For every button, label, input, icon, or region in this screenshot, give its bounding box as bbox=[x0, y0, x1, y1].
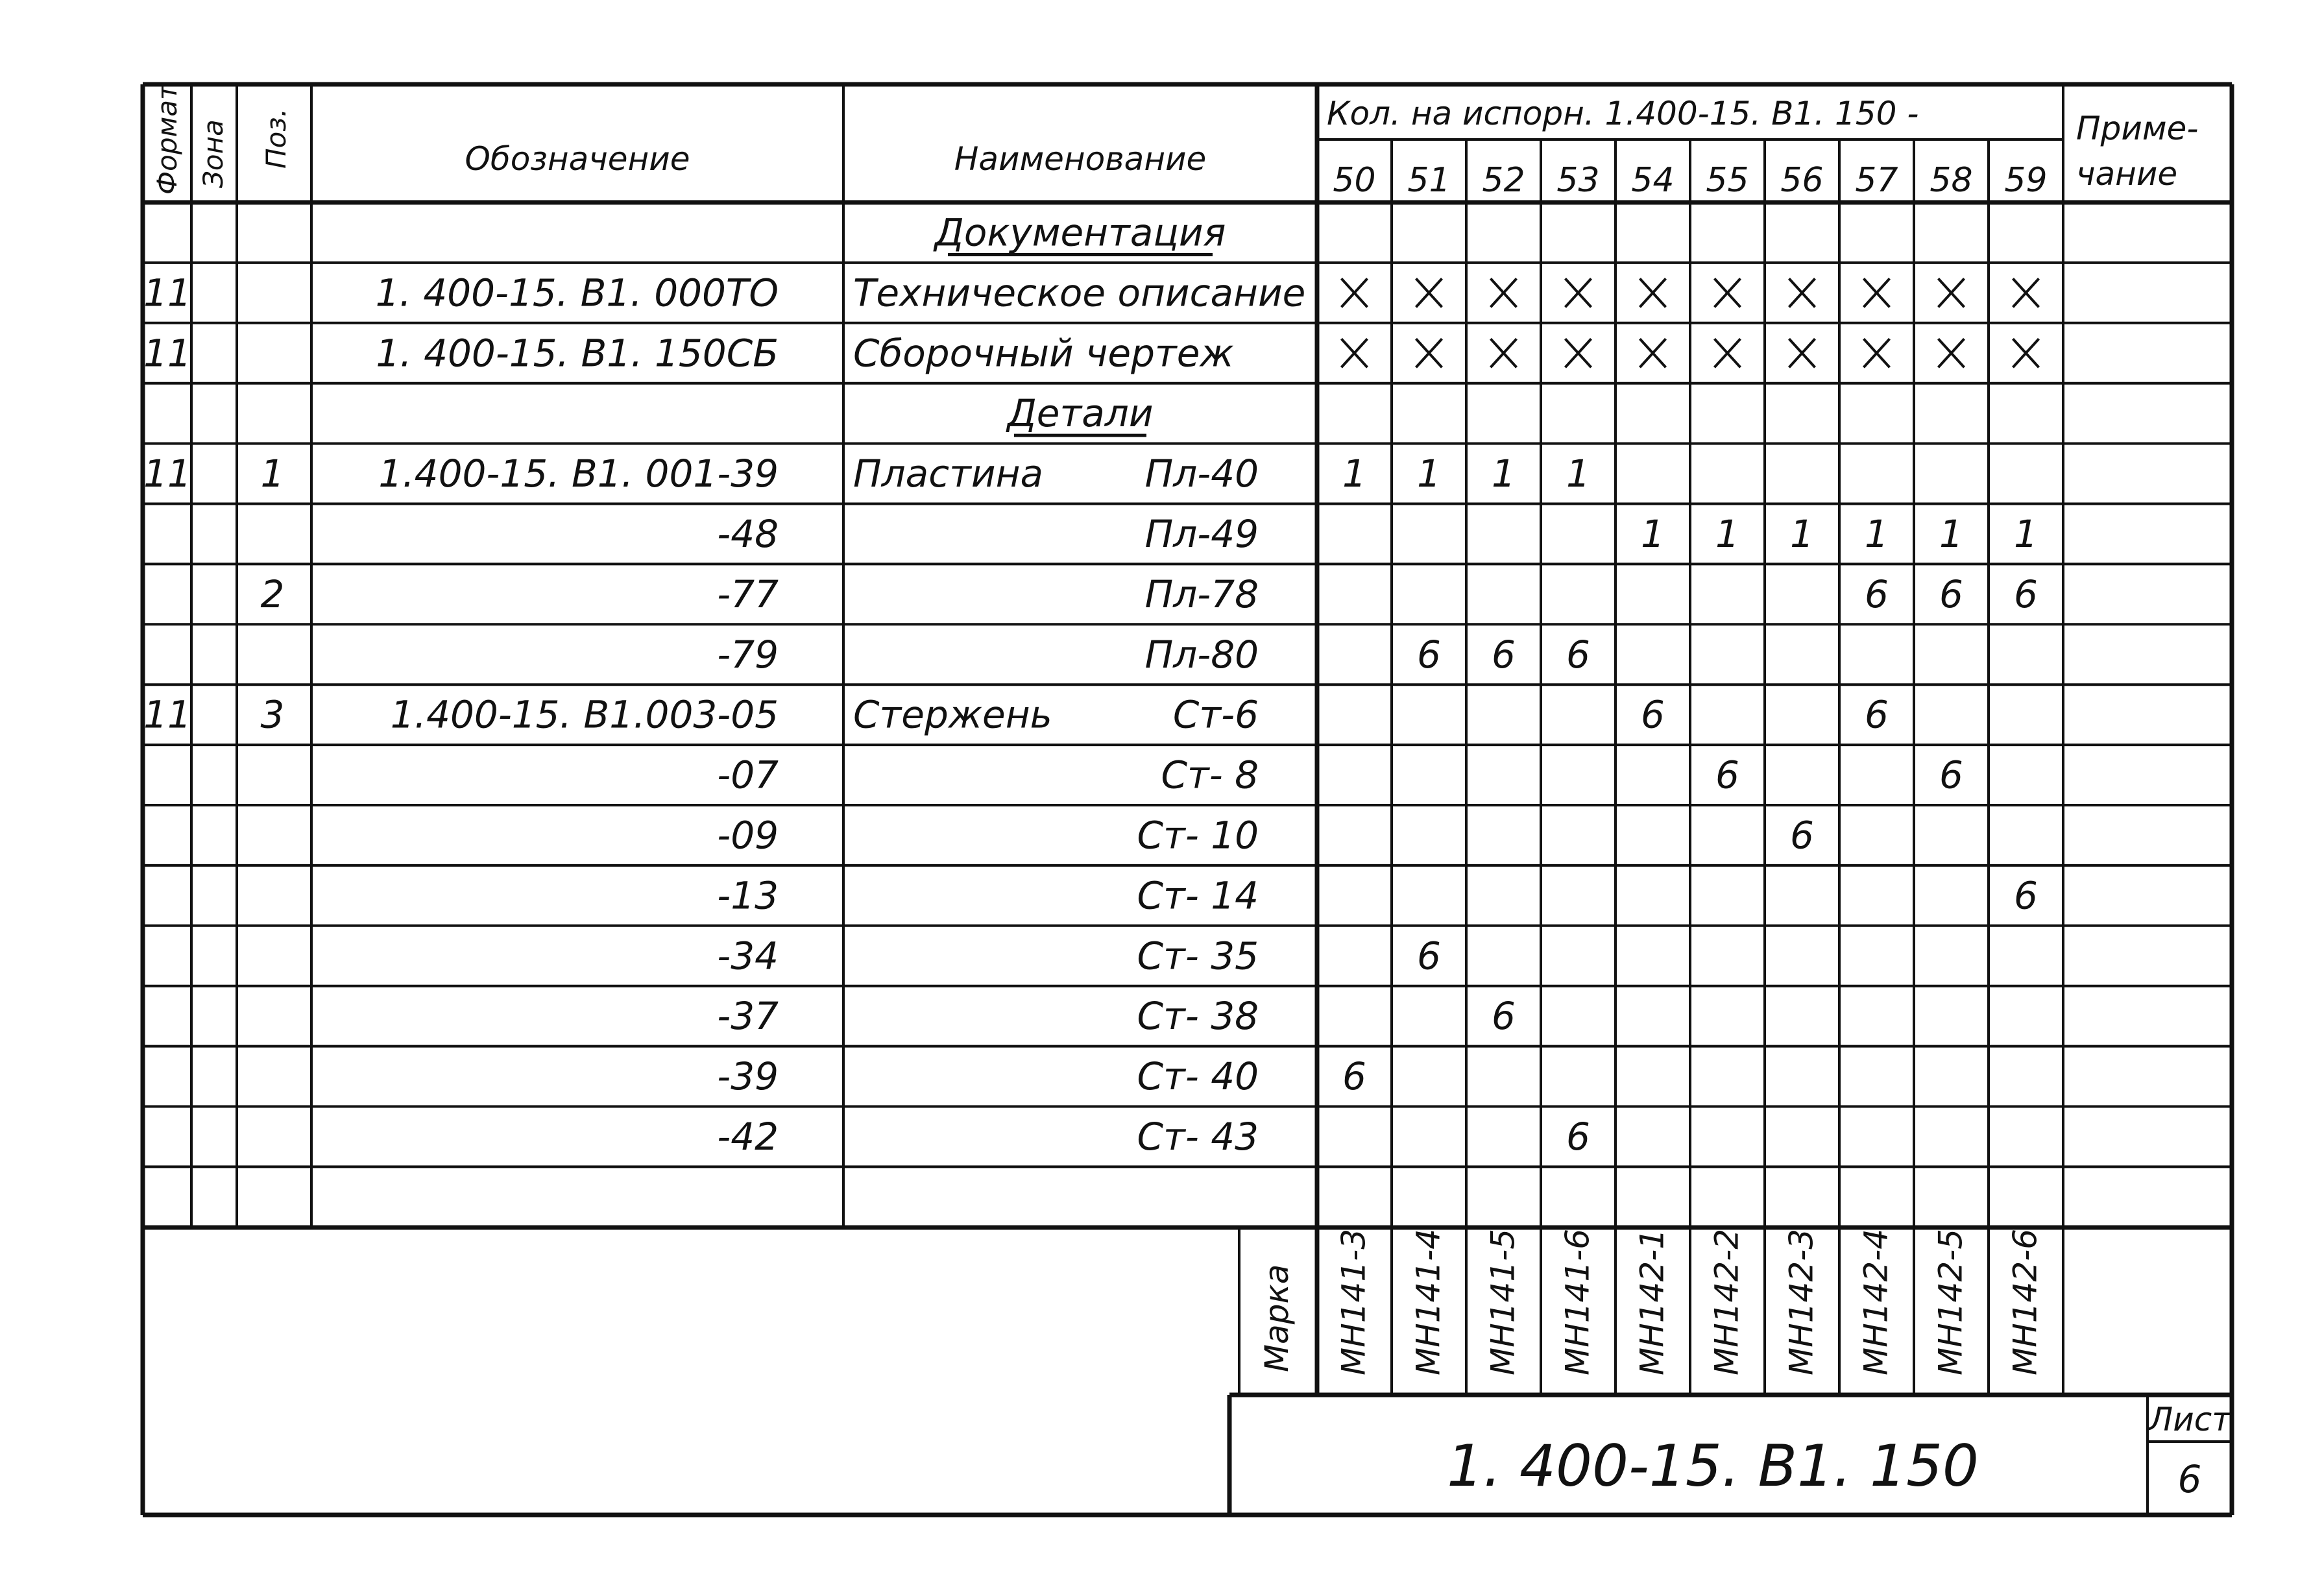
cell-quantity: 6 bbox=[1492, 632, 1516, 677]
cell-designation: 1. 400-15. В1. 000ТО bbox=[375, 271, 779, 315]
section-heading: Документация bbox=[934, 210, 1226, 255]
cell-name: Техническое описание bbox=[853, 271, 1306, 315]
header-note-line1: Приме- bbox=[2076, 110, 2199, 147]
applicable-cross-mark bbox=[1566, 339, 1591, 367]
cell-name: Пластина bbox=[853, 452, 1044, 496]
variant-number: 53 bbox=[1556, 161, 1600, 200]
cell-quantity: 6 bbox=[1790, 813, 1814, 858]
mark-value: МН141-5 bbox=[1484, 1228, 1522, 1375]
table-row bbox=[933, 210, 1226, 254]
section-heading: Детали bbox=[1007, 391, 1154, 436]
cell-name: Стержень bbox=[853, 692, 1052, 737]
marks-label: Марка bbox=[1258, 1264, 1296, 1372]
cell-name-code: Пл-80 bbox=[1144, 632, 1259, 677]
table-row bbox=[717, 994, 1516, 1038]
cell-quantity: 6 bbox=[1939, 572, 1963, 616]
mark-value: МН141-4 bbox=[1409, 1228, 1447, 1375]
header-name: Наименование bbox=[954, 140, 1207, 178]
cell-name-code: Ст- 40 bbox=[1137, 1054, 1259, 1099]
applicable-cross-mark bbox=[1939, 339, 1965, 367]
table-row bbox=[143, 693, 1889, 737]
header-note-line2: чание bbox=[2076, 155, 2178, 193]
cell-quantity: 6 bbox=[1566, 1114, 1590, 1159]
applicable-cross-mark bbox=[2013, 278, 2039, 307]
cell-name-code: Пл-78 bbox=[1144, 572, 1259, 616]
variant-number: 55 bbox=[1706, 161, 1749, 200]
cell-name-code: Ст- 38 bbox=[1137, 994, 1259, 1039]
applicable-cross-mark bbox=[1789, 339, 1815, 367]
table-row bbox=[143, 271, 2039, 315]
variant-column-lines bbox=[1392, 139, 1989, 1395]
mark-value: МН142-6 bbox=[2006, 1228, 2044, 1375]
cell-position: 3 bbox=[260, 692, 285, 737]
table-row bbox=[717, 813, 1814, 857]
cell-quantity: 1 bbox=[1342, 452, 1366, 496]
variant-number: 51 bbox=[1407, 161, 1451, 200]
cell-designation: -77 bbox=[717, 572, 779, 616]
applicable-cross-mark bbox=[1491, 278, 1517, 307]
applicable-cross-mark bbox=[1640, 339, 1666, 367]
cell-designation: -42 bbox=[717, 1114, 779, 1159]
mark-value: МН142-4 bbox=[1857, 1228, 1895, 1375]
table-row bbox=[717, 1054, 1366, 1098]
cell-designation: 1. 400-15. В1. 150СБ bbox=[376, 331, 779, 376]
cell-quantity: 1 bbox=[1417, 452, 1441, 496]
table-row bbox=[717, 633, 1590, 677]
table-row bbox=[1005, 391, 1153, 435]
cell-name-code: Ст- 10 bbox=[1137, 813, 1259, 858]
cell-quantity: 1 bbox=[1715, 511, 1739, 556]
cell-name-code: Ст- 35 bbox=[1137, 934, 1259, 978]
cell-quantity: 6 bbox=[1865, 692, 1889, 737]
cell-name-code: Ст- 43 bbox=[1137, 1114, 1259, 1159]
header-designation: Обозначение bbox=[465, 140, 690, 178]
cell-quantity: 1 bbox=[1865, 511, 1889, 556]
header-zone: Зона bbox=[197, 119, 229, 188]
cell-position: 2 bbox=[260, 572, 285, 616]
header-note bbox=[2076, 110, 2198, 193]
applicable-cross-mark bbox=[1640, 278, 1666, 307]
variant-number: 52 bbox=[1482, 161, 1525, 200]
cell-quantity: 1 bbox=[1641, 511, 1665, 556]
cell-format: 11 bbox=[143, 692, 191, 737]
applicable-cross-mark bbox=[1566, 278, 1591, 307]
applicable-cross-mark bbox=[2013, 339, 2039, 367]
cell-designation: -37 bbox=[717, 994, 779, 1039]
cell-name-code: Ст-6 bbox=[1172, 692, 1259, 737]
table-row bbox=[717, 934, 1441, 978]
cell-name-code: Ст- 8 bbox=[1161, 753, 1259, 797]
cell-name-code: Ст- 14 bbox=[1137, 873, 1259, 918]
cell-format: 11 bbox=[143, 331, 191, 376]
mark-value: МН142-2 bbox=[1708, 1228, 1746, 1375]
applicable-cross-mark bbox=[1342, 339, 1368, 367]
applicable-cross-mark bbox=[1715, 339, 1741, 367]
cell-designation: -09 bbox=[717, 813, 779, 858]
applicable-cross-mark bbox=[1416, 278, 1442, 307]
cell-quantity: 6 bbox=[1492, 994, 1516, 1039]
cell-quantity: 6 bbox=[1342, 1054, 1366, 1099]
cell-designation: -79 bbox=[717, 632, 779, 677]
cell-quantity: 6 bbox=[2014, 572, 2038, 616]
applicable-cross-mark bbox=[1789, 278, 1815, 307]
cell-designation: -48 bbox=[717, 511, 779, 556]
mark-value: МН141-6 bbox=[1558, 1228, 1597, 1375]
applicable-cross-mark bbox=[1715, 278, 1741, 307]
cell-name-code: Пл-49 bbox=[1144, 511, 1259, 556]
title-block bbox=[1447, 1401, 2232, 1501]
cell-quantity: 1 bbox=[1790, 511, 1814, 556]
cell-designation: 1.400-15. В1. 001-39 bbox=[378, 452, 779, 496]
cell-designation: -39 bbox=[717, 1054, 779, 1099]
cell-designation: -34 bbox=[717, 934, 779, 978]
cell-designation: -07 bbox=[717, 753, 779, 797]
applicable-cross-mark bbox=[1864, 278, 1890, 307]
variant-number: 50 bbox=[1333, 161, 1376, 200]
table-row bbox=[717, 1115, 1590, 1159]
applicable-cross-mark bbox=[1491, 339, 1517, 367]
document-code: 1. 400-15. В1. 150 bbox=[1447, 1433, 1979, 1499]
cell-quantity: 6 bbox=[1417, 632, 1441, 677]
variant-number: 58 bbox=[1930, 161, 1973, 200]
cell-name-code: Пл-40 bbox=[1144, 452, 1259, 496]
cell-designation: 1.400-15. В1.003-05 bbox=[390, 692, 779, 737]
cell-quantity: 1 bbox=[1492, 452, 1516, 496]
applicable-cross-mark bbox=[1939, 278, 1965, 307]
cell-quantity: 1 bbox=[1566, 452, 1590, 496]
sheet-label: Лист bbox=[2148, 1401, 2231, 1438]
cell-quantity: 1 bbox=[2014, 511, 2038, 556]
cell-position: 1 bbox=[260, 452, 285, 496]
cell-quantity: 6 bbox=[2014, 873, 2038, 918]
cell-name: Сборочный чертеж bbox=[853, 331, 1234, 376]
variant-number: 56 bbox=[1780, 161, 1824, 200]
applicable-cross-mark bbox=[1864, 339, 1890, 367]
cell-format: 11 bbox=[143, 271, 191, 315]
cell-designation: -13 bbox=[717, 873, 779, 918]
applicable-cross-mark bbox=[1416, 339, 1442, 367]
mark-value: МН142-5 bbox=[1931, 1228, 1970, 1375]
cell-quantity: 6 bbox=[1715, 753, 1739, 797]
variant-number: 54 bbox=[1631, 161, 1675, 200]
table-row bbox=[143, 452, 1590, 496]
cell-quantity: 6 bbox=[1566, 632, 1590, 677]
mark-value: МН142-1 bbox=[1633, 1228, 1671, 1375]
header-pos: Поз. bbox=[260, 108, 292, 169]
table-row bbox=[261, 572, 2038, 616]
applicable-cross-mark bbox=[1342, 278, 1368, 307]
mark-value: МН141-3 bbox=[1335, 1228, 1373, 1375]
cell-quantity: 6 bbox=[1939, 753, 1963, 797]
header-format: Формат bbox=[151, 84, 183, 195]
cell-quantity: 1 bbox=[1939, 511, 1963, 556]
cell-format: 11 bbox=[143, 452, 191, 496]
cell-quantity: 6 bbox=[1417, 934, 1441, 978]
variant-number: 57 bbox=[1855, 161, 1898, 200]
table-row bbox=[717, 753, 1963, 797]
cell-quantity: 6 bbox=[1641, 692, 1665, 737]
marks-row bbox=[1258, 1229, 2044, 1375]
mark-value: МН142-3 bbox=[1782, 1228, 1821, 1375]
variant-number: 59 bbox=[2004, 161, 2048, 200]
cell-quantity: 6 bbox=[1865, 572, 1889, 616]
sheet-number: 6 bbox=[2177, 1457, 2202, 1501]
header-qty: Кол. на испорн. 1.400-15. В1. 150 - bbox=[1327, 95, 1919, 132]
table-row bbox=[143, 331, 2039, 375]
